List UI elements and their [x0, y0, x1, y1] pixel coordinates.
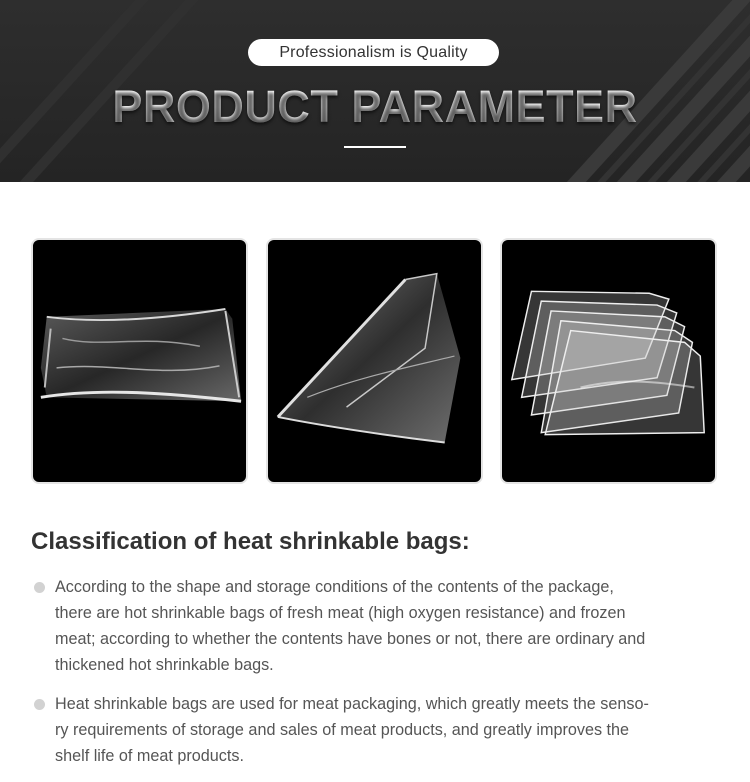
point-line: According to the shape and storage conditions of the contents of the package, [55, 578, 614, 596]
page-title: PRODUCT PARAMETER [0, 82, 750, 132]
stacked-bags-image [502, 240, 715, 482]
point-line: meat; according to whether the contents have bones or not, there are ordinary and [55, 630, 646, 648]
title-underline [344, 146, 406, 148]
bullet-dot-icon [34, 699, 45, 710]
point-line: shelf life of meat products. [55, 747, 244, 765]
point-line: thickened hot shrinkable bags. [55, 656, 274, 674]
product-photo-flat-bag [31, 238, 248, 484]
point-line: Heat shrinkable bags are used for meat packaging, which greatly meets the senso- [55, 695, 649, 713]
classification-point [31, 691, 721, 769]
folded-bag-image [268, 240, 481, 482]
point-line: there are hot shrinkable bags of fresh meat (high oxygen resistance) and frozen [55, 604, 626, 622]
classification-point [31, 574, 721, 678]
header-banner [0, 0, 750, 182]
point-line: ry requirements of storage and sales of meat products, and greatly improves the [55, 721, 630, 739]
flat-bag-image [33, 240, 246, 482]
product-photo-folded-bag [266, 238, 483, 484]
bullet-dot-icon [34, 582, 45, 593]
tagline-pill: Professionalism is Quality [248, 39, 499, 66]
section-title: Classification of heat shrinkable bags: [31, 528, 470, 555]
product-photo-stacked-bags [500, 238, 717, 484]
